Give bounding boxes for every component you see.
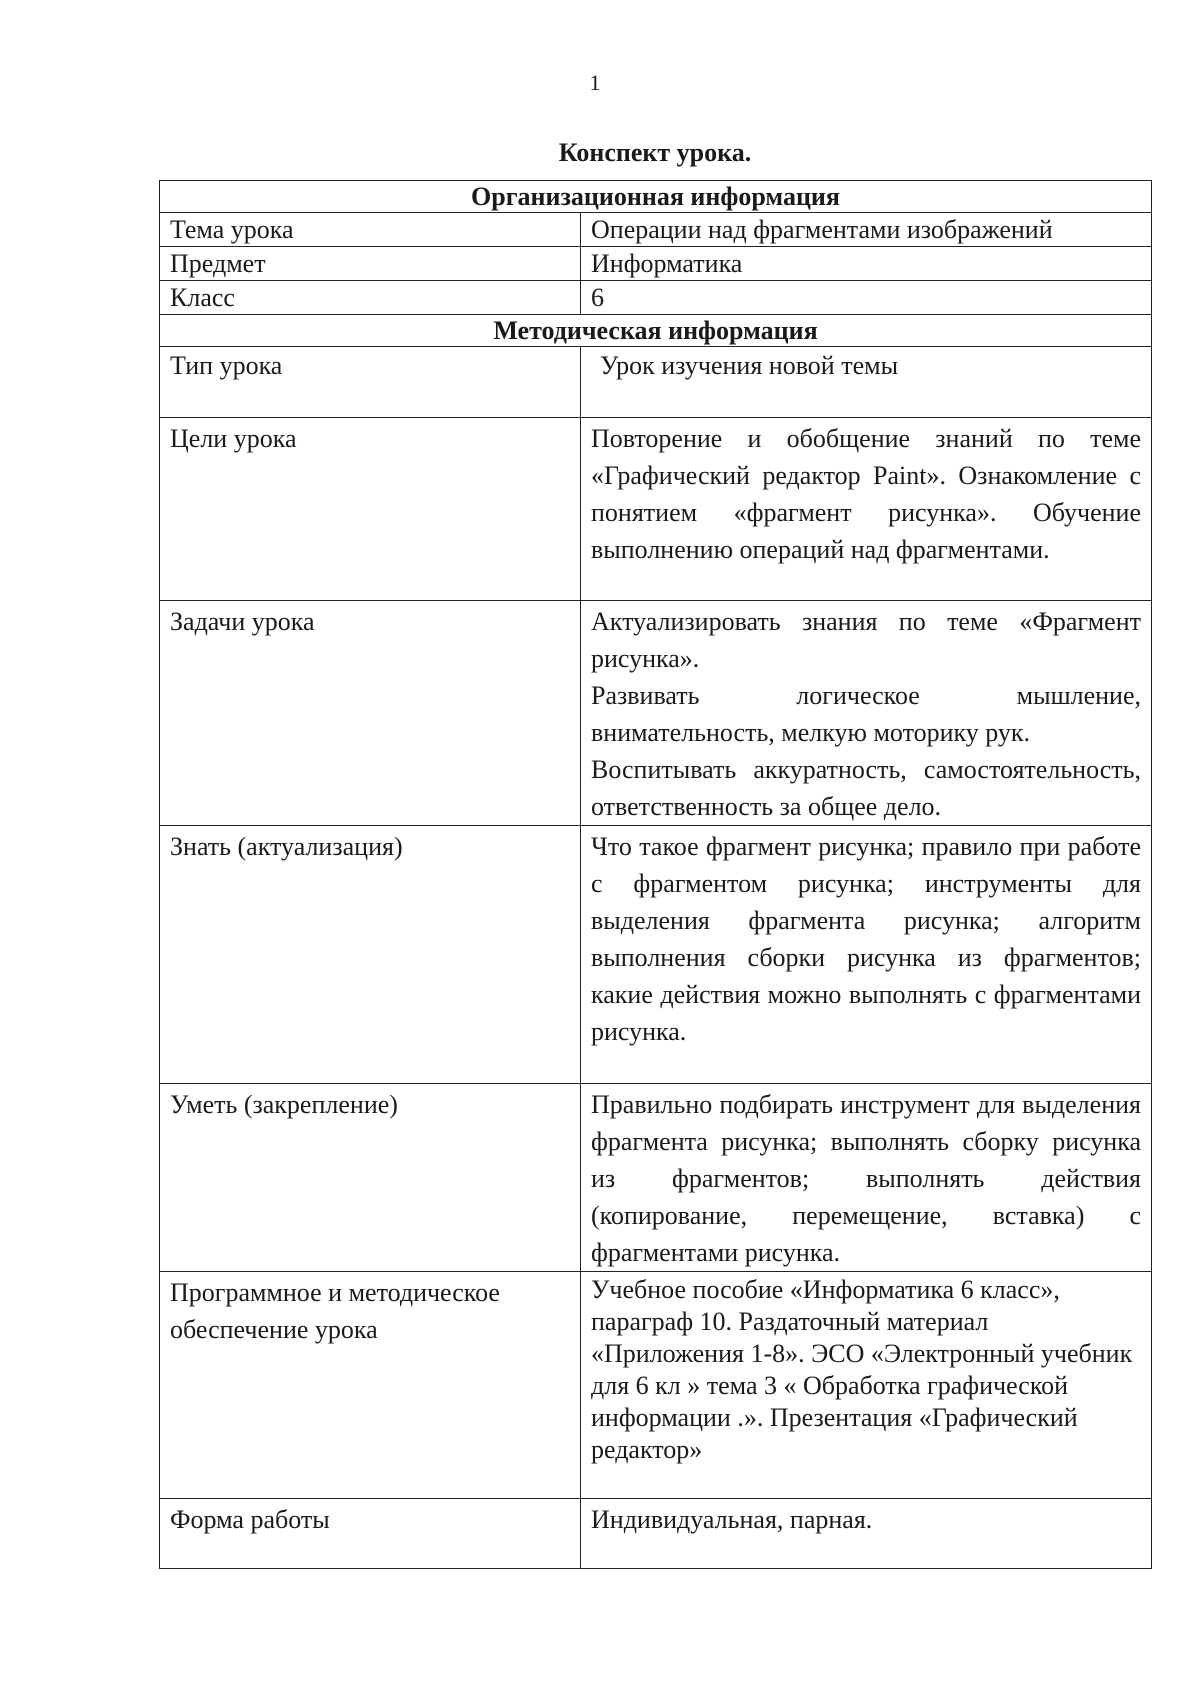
lesson-type-label: Тип урока	[160, 347, 581, 418]
subject-value: Информатика	[581, 247, 1152, 281]
row-skills	[160, 1084, 1152, 1272]
grade-label: Класс	[160, 281, 581, 315]
grade-value: 6	[581, 281, 1152, 315]
tasks-label: Задачи урока	[160, 601, 581, 826]
row-tasks	[160, 601, 1152, 826]
task-paragraph: Развивать логическое мышление, внимательность, мелкую моторику рук.	[591, 681, 1141, 747]
skills-label: Уметь (закрепление)	[160, 1084, 581, 1272]
method-info-header: Методическая информация	[160, 315, 1152, 347]
org-info-header-row	[160, 181, 1152, 213]
row-resources	[160, 1272, 1152, 1499]
task-paragraph: Воспитывать аккуратность, самостоятельность, ответственность за общее дело.	[591, 755, 1141, 821]
goals-value: Повторение и обобщение знаний по теме «Графический редактор Paint». Ознакомление с понятием «фрагмент рисунка». Обучение выполнению операций над фрагментами.	[581, 418, 1152, 601]
know-label: Знать (актуализация)	[160, 826, 581, 1084]
row-know	[160, 826, 1152, 1084]
page-number: 1	[589, 70, 601, 95]
subject-label: Предмет	[160, 247, 581, 281]
row-topic	[160, 213, 1152, 247]
task-paragraph: Актуализировать знания по теме «Фрагмент рисунка».	[591, 607, 1141, 673]
row-goals	[160, 418, 1152, 601]
resources-value: Учебное пособие «Информатика 6 класс», параграф 10. Раздаточный материал «Приложения 1-8». ЭСО «Электронный учебник для 6 кл » тема 3 « Обработка графической информации .». Презентация «Графический редактор»	[581, 1272, 1152, 1499]
row-grade	[160, 281, 1152, 315]
org-info-header: Организационная информация	[160, 181, 1152, 213]
resources-label: Программное и методическое обеспечение урока	[160, 1272, 581, 1499]
skills-value: Правильно подбирать инструмент для выделения фрагмента рисунка; выполнять сборку рисунка из фрагментов; выполнять действия (копирование, перемещение, вставка) с фрагментами рисунка.	[581, 1084, 1152, 1272]
row-subject	[160, 247, 1152, 281]
topic-label: Тема урока	[160, 213, 581, 247]
goals-label: Цели урока	[160, 418, 581, 601]
lesson-plan-table	[159, 180, 1152, 1569]
method-info-header-row	[160, 315, 1152, 347]
topic-value: Операции над фрагментами изображений	[581, 213, 1152, 247]
lesson-type-value: Урок изучения новой темы	[581, 347, 1152, 418]
tasks-value	[581, 601, 1152, 826]
work-form-label: Форма работы	[160, 1499, 581, 1569]
document-title: Конспект урока.	[558, 138, 752, 167]
row-work-form	[160, 1499, 1152, 1569]
work-form-value: Индивидуальная, парная.	[581, 1499, 1152, 1569]
know-value: Что такое фрагмент рисунка; правило при работе с фрагментом рисунка; инструменты для выделения фрагмента рисунка; алгоритм выполнения сборки рисунка из фрагментов; какие действия можно выполнять с фрагментами рисунка.	[581, 826, 1152, 1084]
row-lesson-type	[160, 347, 1152, 418]
